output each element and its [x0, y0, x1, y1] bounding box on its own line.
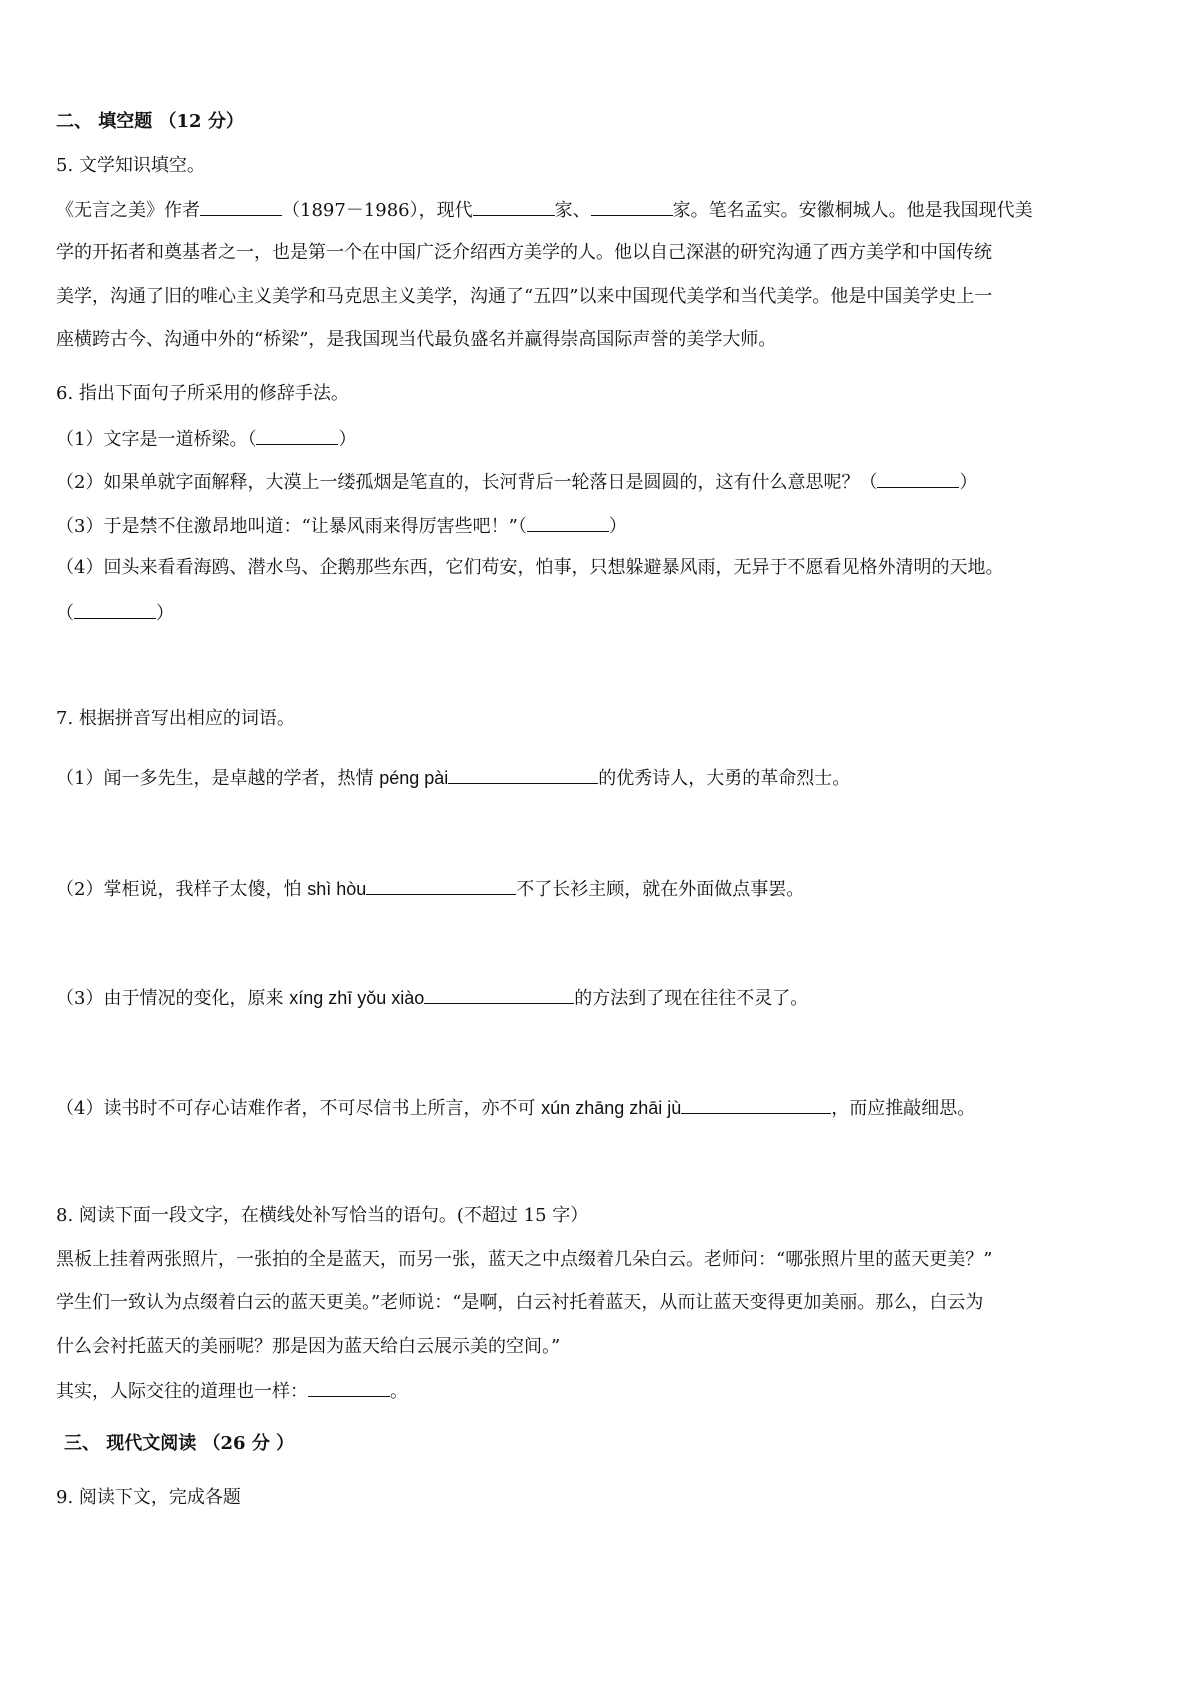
q7-item-4: （4）读书时不可存心诘难作者，不可尽信书上所言，亦不可 xún zhāng zhāi jù ，而应推敲细思。 [56, 1095, 975, 1121]
pinyin-1: péng pài [379, 768, 449, 788]
q9-title: 9. 阅读下文，完成各题 [56, 1487, 241, 1508]
section-heading-fill-blank: 二、 填空题 （12 分） [56, 111, 244, 132]
answer-blank-q6-1[interactable] [256, 426, 338, 445]
q7-title: 7. 根据拼音写出相应的词语。 [56, 708, 295, 729]
q5-text-c: 家、 [554, 200, 591, 221]
q5-text-a: 《无言之美》作者 [56, 200, 200, 221]
answer-blank-q6-3[interactable] [527, 513, 609, 532]
answer-blank-author[interactable] [200, 197, 282, 216]
q8-line-2: 学生们一致认为点缀着白云的蓝天更美。”老师说：“是啊，白云衬托着蓝天，从而让蓝天变得更加美丽。那么，白云为 [56, 1292, 984, 1313]
answer-blank-role-1[interactable] [473, 197, 555, 216]
q8-line-3: 什么会衬托蓝天的美丽呢？那是因为蓝天给白云展示美的空间。” [56, 1336, 561, 1357]
q5-title: 5. 文学知识填空。 [56, 155, 205, 176]
answer-blank-q7-2[interactable] [366, 876, 516, 895]
q6-item-4: （4）回头来看看海鸥、潜水鸟、企鹅那些东西，它们苟安，怕事，只想躲避暴风雨，无异于不愿看见格外清明的天地。 [56, 557, 1004, 578]
q5-text-d: 家。笔名孟实。安徽桐城人。他是我国现代美 [672, 200, 1033, 221]
pinyin-2: shì hòu [307, 879, 367, 899]
q5-line-1 [56, 197, 1033, 223]
q8-line-4: 其实，人际交往的道理也一样： 。 [56, 1378, 408, 1404]
q5-text-b: （1897－1986），现代 [282, 200, 473, 221]
q7-item-3: （3）由于情况的变化，原来 xíng zhī yǒu xiào 的方法到了现在往往不灵了。 [56, 985, 808, 1011]
answer-blank-q6-2[interactable] [877, 469, 959, 488]
answer-blank-q8[interactable] [308, 1378, 390, 1397]
q6-title: 6. 指出下面句子所采用的修辞手法。 [56, 383, 349, 404]
q8-line-1: 黑板上挂着两张照片，一张拍的全是蓝天，而另一张，蓝天之中点缀着几朵白云。老师问：“哪张照片里的蓝天更美？” [56, 1249, 993, 1270]
answer-blank-q7-4[interactable] [681, 1095, 831, 1114]
q5-line-3: 美学，沟通了旧的唯心主义美学和马克思主义美学，沟通了“五四”以来中国现代美学和当代美学。他是中国美学史上一 [56, 286, 993, 307]
q6-item-2: （2）如果单就字面解释，大漠上一缕孤烟是笔直的，长河背后一轮落日是圆圆的，这有什么意思呢？（ ） [56, 469, 977, 495]
q8-title: 8. 阅读下面一段文字，在横线处补写恰当的语句。(不超过 15 字） [56, 1205, 589, 1226]
q7-item-1: （1）闻一多先生，是卓越的学者，热情 péng pài 的优秀诗人，大勇的革命烈士。 [56, 765, 850, 791]
q5-line-4: 座横跨古今、沟通中外的“桥梁”，是我国现当代最负盛名并赢得崇高国际声誉的美学大师。 [56, 329, 777, 350]
q6-item-1: （1）文字是一道桥梁。（ ） [56, 426, 356, 452]
q5-line-2: 学的开拓者和奠基者之一，也是第一个在中国广泛介绍西方美学的人。他以自己深湛的研究沟通了西方美学和中国传统 [56, 242, 992, 263]
section-heading-reading: 三、 现代文阅读 （26 分 ） [64, 1433, 295, 1454]
pinyin-3: xíng zhī yǒu xiào [289, 988, 425, 1008]
answer-blank-role-2[interactable] [591, 197, 673, 216]
pinyin-4: xún zhāng zhāi jù [541, 1098, 682, 1118]
q6-item-4-blank-line: （ ） [56, 600, 174, 626]
answer-blank-q6-4[interactable] [74, 600, 156, 619]
q7-item-2: （2）掌柜说，我样子太傻，怕 shì hòu 不了长衫主顾，就在外面做点事罢。 [56, 876, 804, 902]
q6-item-3: （3）于是禁不住激昂地叫道：“让暴风雨来得厉害些吧！”（ ） [56, 513, 627, 539]
answer-blank-q7-3[interactable] [424, 985, 574, 1004]
answer-blank-q7-1[interactable] [448, 765, 598, 784]
